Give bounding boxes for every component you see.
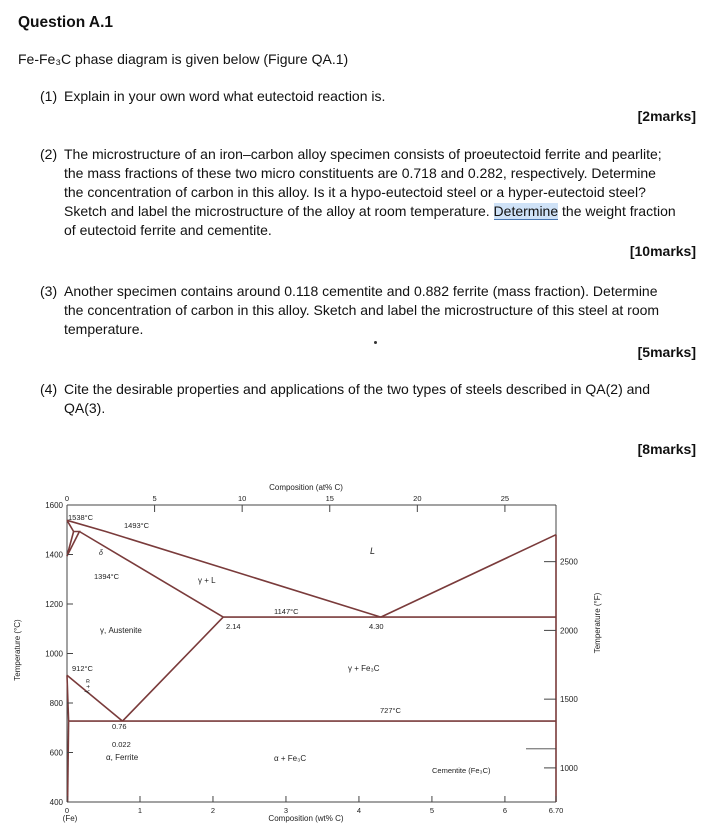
question-2-marks: [10marks]	[629, 243, 696, 259]
phase-line-a3	[67, 675, 123, 721]
y-axis-label-right: Temperature (°F)	[593, 592, 602, 654]
question-4-line-1: Cite the desirable properties and applications of the two types of steels described in QA(2) and	[64, 381, 650, 397]
region-alpha-plus-cementite: α + Fe₃C	[274, 754, 307, 763]
question-2-number: (2)	[40, 146, 58, 162]
y-tick-f-label: 2000	[560, 626, 578, 636]
question-3	[40, 282, 710, 342]
annotation-4-30: 4.30	[369, 622, 384, 631]
y-tick-c-label: 1000	[45, 649, 63, 659]
y-tick-c-label: 800	[49, 699, 63, 708]
top-tick-label: 10	[237, 494, 247, 503]
question-4-number: (4)	[40, 381, 58, 397]
top-tick-label: 5	[152, 494, 157, 503]
y-tick-f-label: 1000	[560, 763, 578, 773]
region-austenite: γ, Austenite	[100, 626, 142, 635]
y-tick-c-label: 1400	[45, 550, 63, 560]
y-axis-label-left: Temperature (°C)	[13, 619, 22, 681]
question-1-number: (1)	[40, 88, 58, 104]
question-1-marks: [2marks]	[637, 108, 696, 124]
x-tick-label: 0	[64, 806, 70, 815]
region-gamma-plus-liquid: γ + L	[198, 576, 216, 585]
question-title: Question A.1	[18, 14, 114, 31]
phase-line-liquidus-right	[381, 535, 556, 617]
question-3-marks: [5marks]	[637, 344, 696, 360]
question-2-line-5: of eutectoid ferrite and cementite.	[64, 222, 272, 238]
question-2-line-4-end: the weight fraction	[562, 203, 676, 219]
question-2-line-1: The microstructure of an iron–carbon alloy specimen consists of proeutectoid ferrite and pearlite;	[64, 146, 662, 162]
annotation-1394: 1394°C	[94, 572, 120, 581]
axis-ticks	[45, 494, 578, 815]
y-tick-f-label: 2500	[560, 557, 578, 567]
top-tick-label: 20	[413, 494, 422, 503]
x-tick-label: 3	[283, 806, 289, 815]
annotation-1493: 1493°C	[124, 521, 150, 530]
question-4-line-2: QA(3).	[64, 400, 106, 416]
top-axis-label: Composition (at% C)	[269, 483, 343, 492]
x-sub-label: (Fe)	[62, 814, 78, 823]
x-tick-label: 2	[210, 806, 216, 815]
question-2-line-2: the mass fractions of these two micro constituents are 0.718 and 0.282, respectively. Determine	[64, 165, 656, 181]
x-tick-label: 5	[429, 806, 435, 815]
question-3-line-2: the concentration of carbon in this alloy. Sketch and label the microstructure of this steel at room	[64, 302, 660, 318]
top-tick-label: 25	[500, 494, 510, 503]
top-tick-label: 0	[64, 494, 70, 503]
question-4-marks: [8marks]	[637, 441, 696, 457]
annotation-2-14: 2.14	[226, 622, 241, 631]
phase-line-liquidus-left	[67, 520, 381, 617]
plot-frame	[67, 505, 556, 802]
phase-boundaries	[67, 520, 556, 802]
highlighted-word[interactable]: Determine	[493, 203, 559, 219]
question-2	[40, 145, 710, 245]
top-tick-label: 15	[325, 494, 334, 503]
annotation-912: 912°C	[72, 664, 93, 673]
annotation-1538: 1538°C	[68, 513, 94, 522]
region-liquid: L	[370, 546, 376, 556]
question-3-line-3: temperature.	[64, 321, 144, 337]
phase-line-alpha-solvus	[68, 721, 69, 802]
x-tick-label: 6	[502, 806, 507, 815]
annotation-0-022: 0.022	[112, 740, 131, 749]
phase-diagram-figure	[0, 475, 718, 837]
y-tick-c-label: 1200	[45, 600, 63, 609]
region-ferrite: α, Ferrite	[106, 753, 139, 762]
question-2-line-4-start: Sketch and label the microstructure of the alloy at room temperature.	[64, 203, 490, 219]
region-gamma-plus-cementite: γ + Fe₃C	[348, 664, 380, 673]
x-tick-label: 1	[137, 806, 143, 815]
question-2-line-3: the concentration of carbon in this alloy. Is it a hypo-eutectoid steel or a hyper-eutectoid steel?	[64, 184, 646, 200]
question-3-line-1: Another specimen contains around 0.118 cementite and 0.882 ferrite (mass fraction). Determine	[64, 283, 658, 299]
x-axis-label: Composition (wt% C)	[268, 814, 344, 823]
intro-text: Fe-Fe₃C phase diagram is given below (Figure QA.1)	[18, 51, 349, 67]
region-delta: δ	[99, 550, 103, 557]
y-tick-f-label: 1500	[560, 695, 578, 705]
y-tick-c-label: 1600	[45, 501, 63, 510]
x-tick-label: 4	[356, 806, 362, 815]
annotation-0-76: 0.76	[112, 722, 127, 731]
region-alpha-plus-gamma: α + γ	[84, 679, 91, 694]
y-tick-c-label: 600	[49, 748, 63, 758]
stray-dot	[374, 341, 377, 344]
question-3-number: (3)	[40, 283, 58, 299]
x-tick-label: 6.70	[548, 806, 564, 815]
region-cementite: Cementite (Fe₃C)	[432, 766, 491, 775]
annotation-727: 727°C	[380, 706, 401, 715]
question-2-line-4	[64, 202, 676, 221]
question-1-line-1: Explain in your own word what eutectoid reaction is.	[64, 88, 386, 104]
question-4	[40, 380, 710, 420]
y-tick-c-label: 400	[49, 798, 63, 807]
annotation-1147: 1147°C	[274, 607, 299, 616]
